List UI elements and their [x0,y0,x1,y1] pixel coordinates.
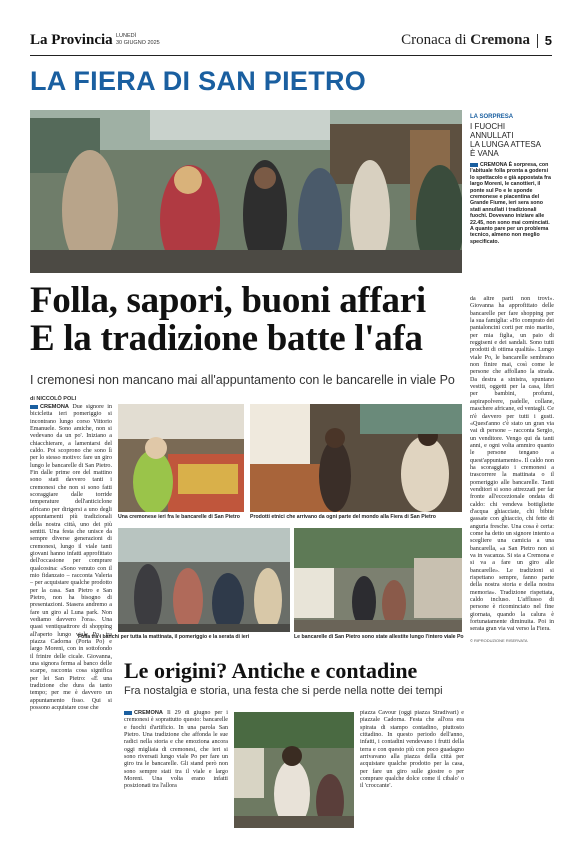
headline-line: E la tradizione batte l'afa [30,318,423,359]
section-title [401,32,530,49]
page-number: 5 [544,33,552,48]
sidebar-box [470,114,554,245]
section-city: Cremona [470,32,530,48]
sidebar-text [470,162,554,245]
box-column-2 [360,710,464,832]
article-body-continued: da altre parti non trovi». Giovanna ha approfittato delle bancarelle per fare shopping per la sua famiglia: «Ho comprato dei pantaloncini corti per mio marito, per mia figlia, un paio di reggiseni e dei sandali. Sono tutti prodotti di ottima qualità». Lungo viale Po, le bancarelle sembrano non finire mai, così come le persone che affollano la strada. Da destra a sinistra, spuntano vestiti, oggetti per la casa, libri per bambini, profumi, aspirapolvere, padelle, collane, maschere africane, ed ventagli. Ce n'è davvero per tutti i gusti. «Quest'anno c'è stato un gran via vai di persone – racconta Sergio, un venditore. Vengo qui da tanti anni, e ogni volta ammiro quanto le persone tengano a quest'appuntamento». Il caldo non ha scoraggiato i cremonesi a trascorrere la mattinata o il pomeriggio alle bancarelle. Tanti venditori si sono attrezzati per far fronte all'eccezionale ondata di caldo: chi vendeva bottigliette d'acqua ghiacciate, chi bibite gassate con ghiaccio, chi fette di anguria fresche. Una cosa è certa: come ha detto un signore intento a scegliere una camicia a una bancarella, «a San Pietro non si va in vacanza. Si sta a Cremona e si va a fare un giro alle bancarelle». Le tradizioni si rispettano sempre, fanno parte della nostra storia e della nostra memoria». Tradizione rispettata, caldo incluso. L'afflusso di persone è ricominciato nel fine giornata, quando la calura è fortunatamente diminuita. Poi in serata gran via vai verso la Fiera. [470,296,554,633]
article-byline: di NICCOLÒ POLI [30,396,77,402]
sidebar-body: È sorpresa, con l'abituale folla pronta a godersi lo spettacolo e già appostata fra largo Moreni, le canottieri, il ponte sul Po e le sponde cremonese e piacentina del Grande Fiume, ieri sera sono stati annullati i tradizionali fuochi. Dovevano iniziare alle 22.45, non sono mai cominciati. A quanto pare per un problema tecnico, almeno non meglio specificato. [470,162,551,245]
sidebar-headline [470,122,554,158]
caption-photo-1: Una cremonese ieri fra le bancarelle di San Pietro [118,514,240,520]
box-body-continued: piazza Cavour (oggi piazza Stradivari) e piazzale Cadorna. Festa che all'ora era spirata di stampo contadino, piuttosto cittadino. In questo periodo dell'anno, infatti, i contadini vendevano i frutti della terra e con questo più con poco guadagno arrivavano alla piazza della città per acquistare qualche prodotto per la casa, per fare un giro sulle giostre o per comprare qualche dolce come il cibalo' o il 'croccante'. [360,710,464,790]
article-column-left [30,404,112,838]
caption-photo-2: Prodotti etnici che arrivano da ogni parte del mondo alla Fiera di San Pietro [250,514,436,520]
header-divider [537,34,538,48]
page-header [30,30,552,56]
caption-photo-4: Le bancarelle di San Pietro sono state allestite lungo l'intero viale Po [294,634,464,640]
box-subhead: Fra nostalgia e storia, una festa che si perde nella notte dei tempi [124,685,443,697]
caption-photo-3: Folla tra i banchi per tutta la mattinata, il pomeriggio e la serata di ieri [78,634,250,640]
sidebar-headline-line: È VANA [470,149,499,158]
box-column-1 [124,710,228,832]
sidebar-kicker: LA SORPRESA [470,114,514,120]
box-city: CREMONA [134,710,163,716]
photo-historic [234,712,354,828]
copyright-notice: © RIPRODUZIONE RISERVATA [470,637,528,643]
article-column-right [470,296,554,832]
photo-viale-po [294,528,462,632]
article-body: Due signore in bicicletta ieri pomeriggio si incontrano lungo corso Vittorio Emanuele. Sono amiche, non si vedevano da un po'. Iniziano a chiacchierare, a lamentarsi del caldo. Poi scoprono che sono lì per lo stesso motivo: fare un giro lungo le bancarelle di San Pietro. Fin dalle prime ore del mattino sono stati davvero tanti i cremonesi che non si sono fatti scoraggiare dalle torride temperature dell'anticiclone africano per dirigersi a uno degli appuntamenti più tradizionali della nostra città, uno dei più sentiti. Una festa che unisce da sempre diverse generazioni di cremonesi, lungo il viale tanti giovani hanno infatti approfittato dell'occasione per comprare qualcosina: «Sono venuto con il mio fidanzato – racconta Valeria – per acquistare qualche prodotto per la casa. San Pietro e San Pietro, non ha bisogno di presentazioni. Stasera andremo a fare un giro al Luna park. Non vediamo davvero l'ora». Una quasi ventiquattrore di shopping all'aperto lungo viale Po, tra piazza Cadorna (Porta Po) e largo Moreni, con in sottofondo il frinire delle cicale. Giovanna, una signora ferma al banco delle scarpe, racconta cosa significa per lei San Pietro: «È una tradizione che dura da tanto tempo; per me è davvero un appuntamento fisso. Qui si possono acquistare cose che [30,404,112,712]
bullet-square-icon [30,405,38,409]
sidebar-city: CREMONA [480,162,508,168]
issue-date [116,33,160,46]
masthead-logo: La Provincia [30,32,113,48]
bullet-square-icon [470,163,478,167]
page-title: LA FIERA DI SAN PIETRO [30,66,367,96]
article-headline [30,282,460,358]
issue-weekday: LUNEDÌ [116,33,137,39]
sidebar-headline-line: ANNULLATI [470,131,514,140]
article-subhead: I cremonesi non mancano mai all'appuntamento con le bancarelle in viale Po [30,373,455,387]
section-prefix: Cronaca di [401,32,467,48]
headline-line: Folla, sapori, buoni affari [30,280,426,321]
issue-day: 30 GIUGNO 2025 [116,39,160,46]
article-city: CREMONA [40,404,69,410]
box-body: Il 29 di giugno per i cremonesi è soprattutto questo: bancarelle e fuochi d'artificio. In una parola San Pietro. Una tradizione che affonda le sue radici nella storia e che emoziona ancora oggi migliaia di cremonesi, che ieri si sono riversati lungo viale Po per fare un giro tra le bancarelle. Gli stand però non sono sempre stati tra il viale e largo Moreni. Una volta erano infatti posizionati tra l'allora [124,710,228,790]
photo-ethnic-products [250,404,462,512]
photo-crowd-stalls [118,528,290,632]
box-headline: Le origini? Antiche e contadine [124,658,418,683]
bullet-square-icon [124,711,132,715]
sidebar-headline-line: LA LUNGA ATTESA [470,140,541,149]
main-photo-crowd [30,110,462,273]
photo-woman-stall [118,404,244,512]
sidebar-headline-line: I FUOCHI [470,122,506,131]
